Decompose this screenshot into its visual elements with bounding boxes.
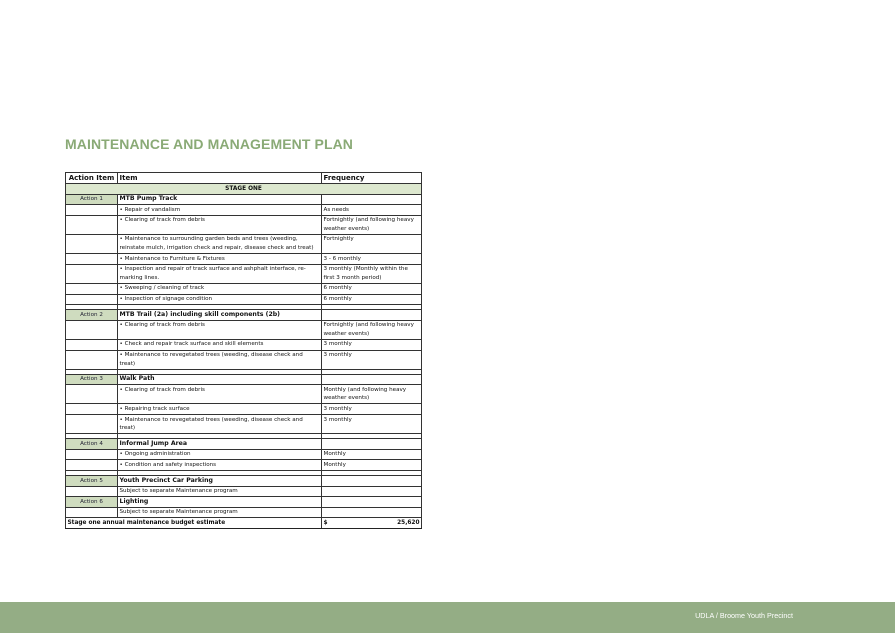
action-cell: [66, 350, 118, 369]
task-item: • Repair of vandalism: [118, 205, 322, 216]
total-label: Stage one annual maintenance budget estimate: [66, 518, 322, 529]
task-item: • Sweeping / cleaning of track: [118, 283, 322, 294]
frequency-cell: 3 - 6 monthly: [322, 254, 422, 265]
section-row: [66, 476, 422, 487]
task-item: • Check and repair track surface and skill elements: [118, 339, 322, 350]
task-row: [66, 507, 422, 518]
action-cell: Action 2: [66, 310, 118, 321]
frequency-cell: [322, 476, 422, 487]
currency-symbol: $: [323, 519, 328, 526]
task-item: • Ongoing administration: [118, 449, 322, 460]
task-row: [66, 205, 422, 216]
action-cell: Action 1: [66, 194, 118, 205]
task-item: • Maintenance to Furniture & Fixtures: [118, 254, 322, 265]
task-row: [66, 350, 422, 369]
total-row: [66, 518, 422, 529]
frequency-cell: Fortnightly: [322, 234, 422, 253]
frequency-cell: Fortnightly (and following heavy weather events): [322, 320, 422, 339]
action-cell: [66, 215, 118, 234]
task-row: [66, 254, 422, 265]
action-cell: [66, 205, 118, 216]
action-cell: [66, 320, 118, 339]
action-cell: [66, 404, 118, 415]
frequency-cell: 3 monthly: [322, 404, 422, 415]
task-row: [66, 320, 422, 339]
task-row: [66, 283, 422, 294]
task-item: • Repairing track surface: [118, 404, 322, 415]
section-row: [66, 194, 422, 205]
total-amount-cell: [322, 518, 422, 529]
section-title: Youth Precinct Car Parking: [118, 476, 322, 487]
task-row: [66, 264, 422, 283]
action-cell: [66, 385, 118, 404]
section-row: [66, 439, 422, 450]
task-item: • Inspection and repair of track surface and ashphalt interface, re-marking lines.: [118, 264, 322, 283]
section-row: [66, 374, 422, 385]
task-row: [66, 294, 422, 305]
frequency-cell: Monthly (and following heavy weather events): [322, 385, 422, 404]
action-cell: [66, 283, 118, 294]
task-item: Subject to separate Maintenance program: [118, 486, 322, 497]
action-cell: [66, 415, 118, 434]
header-frequency: Frequency: [322, 173, 422, 184]
frequency-cell: [322, 374, 422, 385]
task-row: [66, 486, 422, 497]
action-cell: [66, 254, 118, 265]
frequency-cell: 3 monthly (Monthly within the first 3 month period): [322, 264, 422, 283]
task-row: [66, 339, 422, 350]
section-row: [66, 310, 422, 321]
action-cell: Action 5: [66, 476, 118, 487]
task-item: • Clearing of track from debris: [118, 215, 322, 234]
action-cell: [66, 486, 118, 497]
action-cell: [66, 264, 118, 283]
task-row: [66, 415, 422, 434]
frequency-cell: Fortnightly (and following heavy weather events): [322, 215, 422, 234]
action-cell: [66, 449, 118, 460]
task-item: • Clearing of track from debris: [118, 385, 322, 404]
frequency-cell: 6 monthly: [322, 283, 422, 294]
task-row: [66, 234, 422, 253]
task-item: • Clearing of track from debris: [118, 320, 322, 339]
frequency-cell: 3 monthly: [322, 415, 422, 434]
footer-bar: [0, 602, 895, 633]
frequency-cell: [322, 486, 422, 497]
section-row: [66, 497, 422, 508]
task-item: • Maintenance to revegetated trees (weeding, disease check and treat): [118, 350, 322, 369]
frequency-cell: [322, 439, 422, 450]
task-item: • Maintenance to revegetated trees (weeding, disease check and treat): [118, 415, 322, 434]
section-title: Lighting: [118, 497, 322, 508]
action-cell: [66, 234, 118, 253]
section-title: MTB Trail (2a) including skill components (2b): [118, 310, 322, 321]
table-header-row: [66, 173, 422, 184]
header-item: Item: [118, 173, 322, 184]
action-cell: [66, 339, 118, 350]
section-title: MTB Pump Track: [118, 194, 322, 205]
action-cell: Action 3: [66, 374, 118, 385]
stage-label: STAGE ONE: [66, 184, 422, 195]
action-cell: Action 6: [66, 497, 118, 508]
table-body: [66, 184, 422, 518]
task-row: [66, 215, 422, 234]
header-action-item: Action Item: [66, 173, 118, 184]
task-item: Subject to separate Maintenance program: [118, 507, 322, 518]
footer-text: UDLA / Broome Youth Precinct: [695, 611, 793, 620]
frequency-cell: 3 monthly: [322, 339, 422, 350]
task-row: [66, 460, 422, 471]
frequency-cell: [322, 310, 422, 321]
frequency-cell: [322, 507, 422, 518]
section-title: Informal Jump Area: [118, 439, 322, 450]
action-cell: Action 4: [66, 439, 118, 450]
task-item: • Condition and safety inspections: [118, 460, 322, 471]
frequency-cell: Monthly: [322, 449, 422, 460]
task-row: [66, 404, 422, 415]
frequency-cell: 3 monthly: [322, 350, 422, 369]
task-row: [66, 385, 422, 404]
frequency-cell: 6 monthly: [322, 294, 422, 305]
action-cell: [66, 294, 118, 305]
page-title: MAINTENANCE AND MANAGEMENT PLAN: [65, 136, 354, 152]
action-cell: [66, 507, 118, 518]
stage-row: [66, 184, 422, 195]
task-row: [66, 449, 422, 460]
task-item: • Inspection of signage condition: [118, 294, 322, 305]
maintenance-plan-table: [65, 172, 422, 529]
frequency-cell: [322, 194, 422, 205]
frequency-cell: As needs: [322, 205, 422, 216]
frequency-cell: [322, 497, 422, 508]
frequency-cell: Monthly: [322, 460, 422, 471]
task-item: • Maintenance to surrounding garden beds and trees (weeding, reinstate mulch, irrigation check and repair, disease check and treat): [118, 234, 322, 253]
total-amount: 25,620: [397, 519, 420, 526]
action-cell: [66, 460, 118, 471]
section-title: Walk Path: [118, 374, 322, 385]
